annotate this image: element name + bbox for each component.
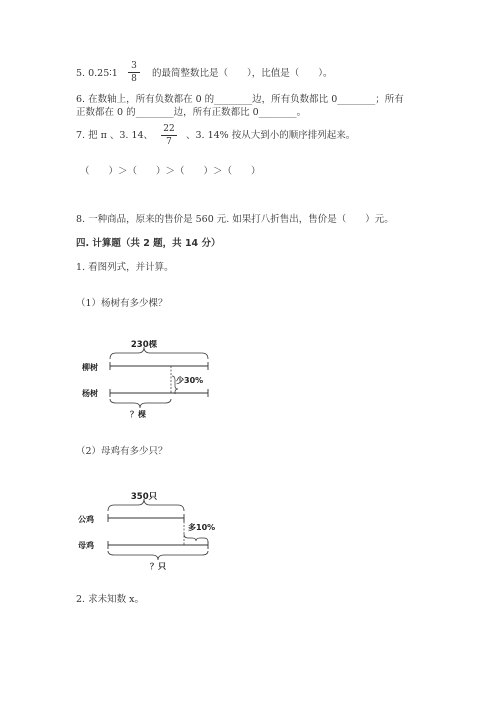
bottom-brace [110, 399, 171, 408]
diagram2-total-label: 350只 [130, 492, 158, 502]
q7-fraction-denominator: 7 [166, 137, 172, 147]
diagram2-row1-label: 公鸡 [78, 515, 94, 524]
diagram1-row2-label: 杨树 [82, 389, 98, 398]
q5-fraction [127, 61, 141, 84]
q7-answer-row: （ ）＞（ ）＞（ ）＞（ ） [80, 166, 261, 177]
line-segment-diagram-2 [74, 492, 234, 574]
p2-text: 2. 求未知数 x。 [76, 594, 144, 605]
section-heading: 四. 计算题（共 2 题，共 14 分） [76, 238, 221, 249]
p1b-text: （2）母鸡有多少只？ [76, 446, 168, 457]
q6-line2: 正数都在 0 的________边，所有正数都比 0________。 [76, 107, 307, 118]
line-segment-diagram-1 [74, 340, 224, 422]
q7-fraction-numerator: 22 [163, 124, 175, 134]
q7-prefix: 7. 把 π 、3. 14、 [76, 130, 154, 141]
diagram2-diff-label: 多10% [188, 523, 216, 532]
q8-text: 8. 一种商品，原来的售价是 560 元. 如果打八折售出，售价是（ ）元。 [76, 214, 394, 225]
diagram1-total-label: 230棵 [130, 340, 158, 350]
q5-prefix: 5. 0.25∶1 [76, 68, 118, 79]
diagram1-diff-label: 少30% [176, 376, 204, 385]
diagram1-row1-label: 柳树 [82, 363, 98, 372]
p1a-text: （1）杨树有多少棵？ [76, 298, 168, 309]
diagram2-unknown-label: ？只 [150, 562, 166, 571]
diagram2-row2-label: 母鸡 [78, 541, 94, 550]
q7-suffix: 、3. 14% 按从大到小的顺序排列起来。 [186, 130, 356, 141]
diagram1-unknown-label: ？棵 [130, 410, 146, 419]
q5-suffix: 的最简整数比是（ ），比值是（ ）。 [152, 68, 333, 79]
top-brace [110, 347, 208, 359]
bottom-brace [108, 551, 208, 560]
q5-fraction-numerator: 3 [131, 61, 137, 71]
q7-fraction [160, 124, 178, 147]
q5-fraction-denominator: 8 [131, 74, 137, 84]
q6-line1: 6. 在数轴上，所有负数都在 0 的________边，所有负数都比 0________；所有 [76, 94, 404, 105]
p1-text: 1. 看图列式，并计算。 [76, 262, 174, 273]
